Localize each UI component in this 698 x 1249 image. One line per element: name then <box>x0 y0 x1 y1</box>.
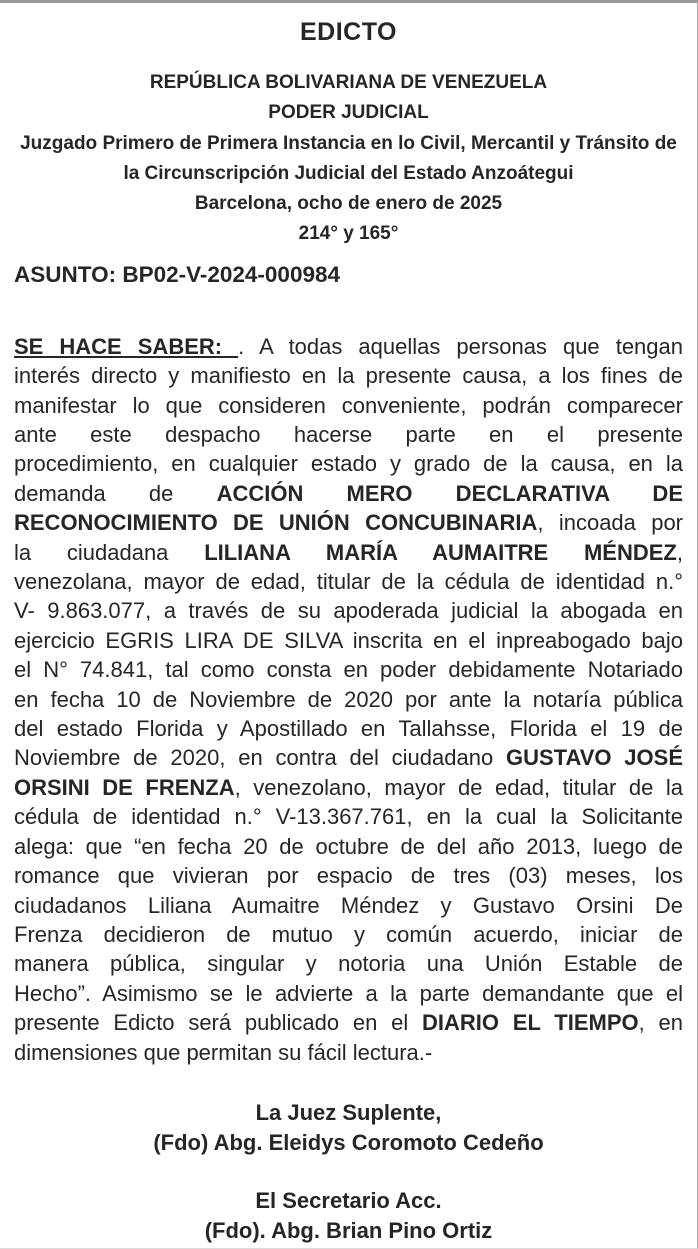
judge-signature-name: (Fdo) Abg. Eleidys Coromoto Cedeño <box>153 1129 544 1155</box>
body-line: ORSINI DE FRENZA, venezolano, mayor de edad, titular de la <box>14 774 683 800</box>
court-name-line-2: la Circunscripción Judicial del Estado Anzoátegui <box>123 162 574 184</box>
judicial-power-line: PODER JUDICIAL <box>268 102 429 124</box>
court-header <box>0 68 697 250</box>
body-line: Hecho”. Asimismo se le advierte a la parte demandante que el <box>14 980 683 1006</box>
body-line: demanda de ACCIÓN MERO DECLARATIVA DE <box>14 480 683 506</box>
body-line: SE HACE SABER: . A todas aquellas personas que tengan <box>14 333 683 359</box>
body-line: el N° 74.841, tal como consta en poder debidamente Notariado <box>14 657 683 683</box>
body-line: romance que vivieran por espacio de tres (03) meses, los <box>14 863 683 889</box>
body-line: alega: que “en fecha 20 de octubre de del año 2013, luego de <box>14 833 683 859</box>
secretary-signature-block <box>0 1186 697 1246</box>
court-name-line-1: Juzgado Primero de Primera Instancia en lo Civil, Mercantil y Tránsito de <box>20 132 677 154</box>
body-line: ciudadanos Liliana Aumaitre Méndez y Gustavo Orsini De <box>14 892 683 918</box>
body-line: presente Edicto será publicado en el DIARIO EL TIEMPO, en <box>14 1010 684 1036</box>
document-title: EDICTO <box>300 18 397 46</box>
body-line: Frenza decidieron de mutuo y común acuerdo, iniciar de <box>14 921 683 947</box>
body-line: del estado Florida y Apostillado en Tallahsse, Florida el 19 de <box>14 716 683 742</box>
body-line: ante este despacho hacerse parte en el presente <box>14 422 683 447</box>
city-date-line: Barcelona, ocho de enero de 2025 <box>194 193 503 215</box>
case-number: ASUNTO: BP02-V-2024-000984 <box>14 261 340 287</box>
body-line: la ciudadana LILIANA MARÍA AUMAITRE MÉNDEZ, <box>14 539 683 565</box>
body-line: Noviembre de 2020, en contra del ciudadano GUSTAVO JOSÉ <box>14 745 683 771</box>
body-line: venezolana, mayor de edad, titular de la cédula de identidad n.° <box>14 569 683 595</box>
body-line: procedimiento, en cualquier estado y grado de la causa, en la <box>14 451 683 477</box>
secretary-signature-role: El Secretario Acc. <box>255 1187 442 1213</box>
body-line: RECONOCIMIENTO DE UNIÓN CONCUBINARIA, incoada por <box>14 510 684 536</box>
judge-signature-role: La Juez Suplente, <box>255 1099 442 1125</box>
body-line: ejercicio EGRIS LIRA DE SILVA inscrita en el inpreabogado bajo <box>14 627 683 653</box>
body-line: V- 9.863.077, a través de su apoderada judicial la abogada en <box>14 598 683 624</box>
body-line: manifestar lo que consideren conveniente, podrán comparecer <box>14 392 683 418</box>
judge-signature-block <box>0 1098 697 1158</box>
body-line: cédula de identidad n.° V-13.367.761, en la cual la Solicitante <box>14 804 683 830</box>
body-line: en fecha 10 de Noviembre de 2020 por ante la notaría pública <box>14 686 683 712</box>
anniversary-years-line: 214° y 165° <box>298 223 399 245</box>
body-line: dimensiones que permitan su fácil lectura.- <box>14 1039 433 1065</box>
body-text <box>14 332 683 1067</box>
secretary-signature-name: (Fdo). Abg. Brian Pino Ortiz <box>204 1217 493 1243</box>
body-line: interés directo y manifiesto en la presente causa, a los fines de <box>14 363 683 389</box>
body-line: manera pública, singular y notoria una Unión Estable de <box>14 951 683 977</box>
republic-line: REPÚBLICA BOLIVARIANA DE VENEZUELA <box>149 72 548 93</box>
